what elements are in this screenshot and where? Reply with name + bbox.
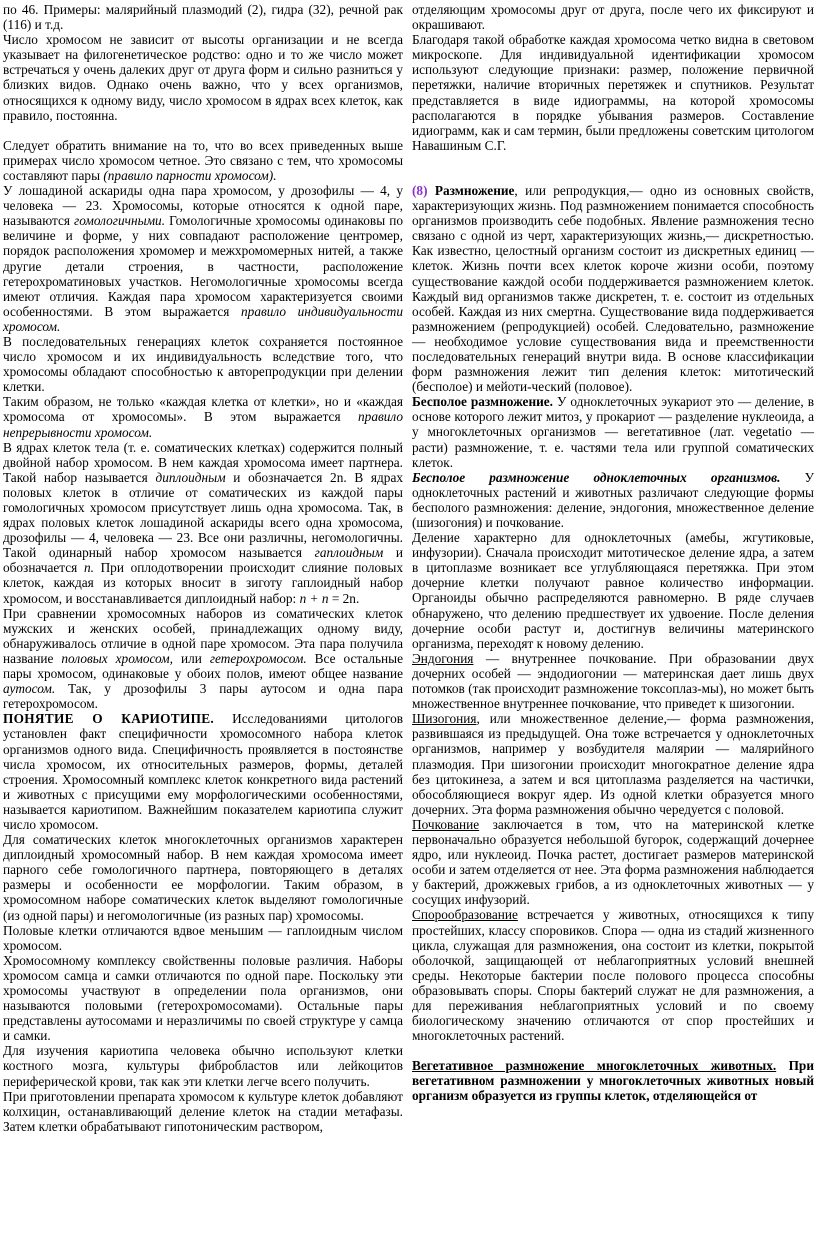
paragraph [3,394,403,439]
spacer [412,1043,814,1058]
text: У лошадиной аскариды одна пара хромосом, у дрозофилы — 4, у человека — 23. Хромосомы, которые относятся к одной паре, называются [3,183,403,229]
bold-term: Бесполое размножение. [412,394,554,410]
text: встречается у животных, относящихся к типу простейших, классу споровиков. Спора — одна из стадий жизненного цикла, служащая для размножения, она состоит из клетки, покрытой оболочкой, защищающей от неблагоприятных условий внешней среды. Некоторые бактерии после полового процесса способны образовывать споры. Споры бактерий служат не для размножения, а для переживания неблагоприятных условий и по своему биологическому значению отличаются от спор простейших и многоклеточных растений. [412,907,814,1044]
text: Так, у дрозофилы 3 пары аутосом и одна пара гетерохромосом. [3,681,403,712]
left-column [3,2,403,1134]
underlined-term: Спорообразование [412,907,518,923]
spacer [3,123,403,138]
paragraph [3,440,403,606]
section-number: (8) [412,182,428,198]
subsection-heading: Бесполое размножение одноклеточных организмов. [412,469,781,485]
section-heading: ПОНЯТИЕ О КАРИОТИПЕ. [3,711,215,727]
paragraph [3,711,403,832]
underlined-term: Почкование [412,816,480,832]
bold-term: Размножение [434,182,515,198]
underlined-term: Шизогония [412,711,477,727]
paragraph: Хромосомному комплексу свойственны половые различия. Наборы хромосом самца и самки отличаются по одной паре. Поскольку эти хромосомы участвуют в определении пола организмов, они называются половыми (гетерохромосомами). Остальные пары представлены аутосомами и неразличимы по своей структуре у самца и самки. [3,952,403,1044]
text: Гомологичные хромосомы одинаковы по величине и форме, у них совпадают расположение центромер, порядок расположения хромомер и межхромомерных нитей, а также другие детали строения, в частности, расположение гетерохроматиновых участков. Негомологичные хромосомы всегда имеют отличия. Каждая пара хромосом характеризуется своими особенностями. В этом выражается [3,213,403,319]
text: = 2n. [328,590,360,606]
italic-term: правило непрерывности хромосом. [3,409,403,440]
text: , или репродукция,— одно из основных свойств, характеризующих жизнь. Под размножением понимается способность организмов производить себе подобных. Явление размножения тесно связано с одной из черт, характеризующих жизнь,— дискретностью. Как известно, целостный организм состоит из дискретных единиц — клеток. Жизнь почти всех клеток короче жизни особи, поэтому существование каждой особи поддерживается размножением клеток. Каждый вид организмов также дискретен, т. е. состоит из отдельных особей. Каждая из них смертна. Существование вида поддерживается размножением (репродукцией) особей. Следовательно, размножение — необходимое условие существования вида и преемственности последовательных генераций внутри вида. В основе классификации форм размножения лежит тип деления клеток: митотический (бесполое) и мейоти-ческий (половое). [412,182,815,395]
paragraph [412,651,814,711]
text: В ядрах клеток тела (т. е. соматических клетках) содержится полный двойной набор хромосом. В нем каждая хромосома имеет партнера. Такой набор называется [3,439,403,485]
right-column [412,2,814,1104]
paragraph: Деление характерно для одноклеточных (амебы, жгутиковые, инфузории). Сначала происходит митотическое деление ядра, а затем в цитоплазме возникает все углубляющаяся перетяжка. При этом дочерние клетки получают равное количество информации. Органоиды обычно распределяются равномерно. В ряде случаев обнаружено, что делению предшествует их удвоение. После деления дочерние особи растут и, достигнув величины материнского организма, переходят к новому делению. [412,530,814,651]
paragraph [412,394,814,469]
paragraph [412,1058,814,1103]
italic-term: половых хромосом, [61,650,173,666]
paragraph: При приготовлении препарата хромосом к культуре клеток добавляют колхицин, останавливающий деление клеток на стадии метафазы. Затем клетки обрабатывают гипотоническим раствором, [3,1088,403,1134]
paragraph [412,183,814,394]
paragraph [3,183,403,334]
text: заключается в том, что на материнской клетке первоначально образуется небольшой бугорок, содержащий дочернее ядро, или нуклеоид. Почка растет, достигает размеров материнской особи и затем отделяется от нее. Эта форма размножения наблюдается у бактерий, дрожжевых грибов, а из одноклеточных животных — у сосущих инфузорий. [412,816,814,908]
paragraph: Для соматических клеток многоклеточных организмов характерен диплоидный хромосомный набор. В нем каждая хромосома имеет парного себе гомологичного партнера, повторяющего в деталях размеры и особенности ее морфологии. Таким образом, в хромосомном наборе соматических клеток выделяют гомологичные (из одной пары) и негомологичные (из разных пар) хромосомы. [3,832,403,923]
paragraph [412,711,814,817]
italic-term: гомологичными. [74,213,166,229]
italic-term: гетерохромосом. [209,650,307,666]
spacer [412,153,814,183]
text: Исследованиями цитологов установлен факт специфичности хромосомного набора клеток организмов одного вида. Специфичность проявляется в постоянстве числа хромосом, их относительных размеров, формы, деталей строения. Хромосомный комплекс клеток конкретного вида растений и животных с присущими ему морфологическими особенностями, называется кариотипом. Важнейшим показателем кариотипа служит число хромосом. [3,711,403,832]
text: Следует обратить внимание на то, что во всех приведенных выше примерах число хромосом четное. Это связано с тем, что хромосомы составляют пары [3,137,403,183]
paragraph: Для изучения кариотипа человека обычно используют клетки костного мозга, культуры фибробластов или лейкоцитов периферической крови, так как эти клетки легче всего получить. [3,1043,403,1089]
text: При сравнении хромосомных наборов из соматических клеток мужских и женских особей, принадлежащих одному виду, обнаруживалось отличие в одной паре хромосом. Эта пара получила название [3,605,403,666]
underlined-heading: Вегетативное размножение многоклеточных животных. [412,1058,777,1074]
paragraph: Половые клетки отличаются вдвое меньшим — гаплоидным числом хромосом. [3,922,403,953]
paragraph [412,817,814,908]
italic-term: диплоидным [155,469,226,485]
text: У одноклеточных растений и животных различают следующие формы бесполого размножения: деление, эндогония, множественное деление (шизогония) и почкование. [412,469,814,530]
italic-term: аутосом. [3,681,56,697]
underlined-term: Эндогония [412,650,474,666]
italic-term: правило индивидуальности хромосом. [3,303,404,334]
text: и обозначается [3,545,403,576]
text: и обозначается 2n. В ядрах половых клеток в отличие от соматических из каждой пары гомологичных хромосом присутствует лишь одна хромосома. Так, в ядрах половых клеток лошадиной аскариды всего одна хромосома, дрозофилы — 4, человека — 23. Все они различны, негомологичны. Такой одинарный набор хромосом называется [3,469,403,561]
text: или [173,650,210,666]
italic-term: (правило парности хромосом). [103,167,277,183]
paragraph [412,470,814,530]
text: Все остальные пары хромосом, одинаковые у обоих полов, имеют общее название [3,650,403,682]
paragraph: Число хромосом не зависит от высоты организации и не всегда указывает на филогенетическое родство: одно и то же число может встречаться у очень далеких друг от друга форм и сильно разниться у близких видов. Однако очень важно, что у всех организмов, относящихся к одному виду, число хромосом в ядрах всех клеток, как правило, постоянна. [3,32,403,123]
text: — внутреннее почкование. При образовании двух дочерних особей — эндодиогонии — материнская дает лишь двух потомков (так происходит размножение токсоплаз-мы), но может быть множественное внутреннее почкование, что приведет к шизогонии. [412,650,814,712]
paragraph [3,138,403,183]
paragraph [412,907,814,1043]
paragraph: по 46. Примеры: малярийный плазмодий (2), гидра (32), речной рак (116) и т.д. [3,2,403,33]
italic-term: n + n [299,590,329,606]
paragraph: отделяющим хромосомы друг от друга, после чего их фиксируют и окрашивают. [412,2,814,33]
text: Таким образом, не только «каждая клетка от клетки», но и «каждая хромосома от хромосомы». В этом выражается [3,394,403,425]
text: , или множественное деление [476,711,664,727]
text: У одноклеточных эукариот это — деление, в основе которого лежит митоз, у прокариот — разделение нуклеоида, а у многоклеточных организмов — вегетативное (лат. vegetatio — расти) размножение, т. е. частями тела или группой соматических клеток. [412,394,814,470]
text [428,183,435,198]
paragraph: Благодаря такой обработке каждая хромосома четко видна в световом микроскопе. Для индивидуальной идентификации хромосом используют следующие признаки: размер, положение первичной перетяжки, наличие вторичных перетяжек и спутников. Результат представляется в виде идиограммы, на которой хромосомы располагаются в порядке убывания размеров. Составление идиограмм, как и сам термин, были предложены советским цитологом Навашиным С.Г. [412,32,814,153]
paragraph: В последовательных генерациях клеток сохраняется постоянное число хромосом и их индивидуальность вследствие того, что хромосомы обладают способностью к авторепродукции при делении клетки. [3,333,403,395]
text: При вегетативном размножении у многоклеточных животных новый организм образуется из группы клеток, отделяющейся от [412,1058,814,1104]
italic-term: гаплоидным [314,545,384,561]
paragraph [3,606,403,712]
text: ,— форма размножения, развившаяся из предыдущей. Она тоже встречается у одноклеточных организмов, например у возбудителя малярии — малярийного плазмодия. При шизогонии происходит многократное деление ядра без цитокинеза, а затем и вся цитоплазма разделяется на частички, обособляющиеся вокруг ядер. Из одной клетки образуется много дочерних. Эта форма размножения обычно чередуется с половой. [412,711,814,817]
text: При оплодотворении происходит слияние половых клеток, каждая из которых вносит в зиготу гаплоидный набор хромосом, и восстанавливается диплоидный набор: [3,560,403,606]
italic-term: n. [83,560,94,576]
